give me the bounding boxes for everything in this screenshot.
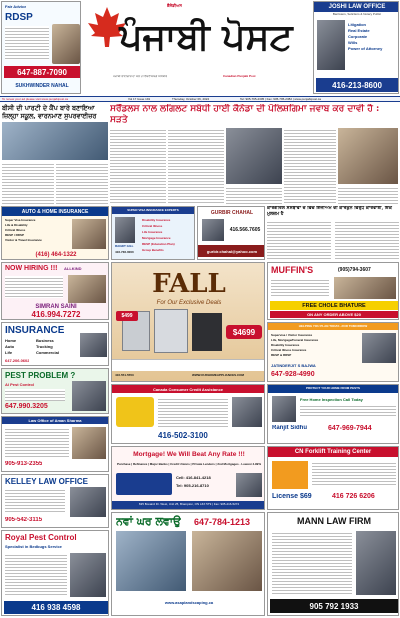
insurance-item: Home xyxy=(5,338,17,343)
contact-line: Tel: 905-795-2305 | Fax: 905-795-2382 | www.punjabipost.ca xyxy=(240,98,321,101)
new-homes-title: ਨਵਾਂ ਘਰ ਲਵਾਉ xyxy=(116,515,181,528)
info-bar xyxy=(0,96,400,102)
insurance-item: Auto xyxy=(5,344,15,349)
rdsp-title: RDSP xyxy=(5,12,33,23)
advisor-photo xyxy=(52,24,80,64)
aman-phone[interactable]: 905-913-2355 xyxy=(5,461,43,467)
insurance-ad[interactable] xyxy=(1,322,109,366)
jatinder-item: Disability Insurance xyxy=(271,343,300,347)
protect-home-ad[interactable] xyxy=(267,384,399,444)
auto-home-title: AUTO & HOME INSURANCE xyxy=(2,207,108,216)
joshi-services xyxy=(348,22,398,52)
royal-pest-ad[interactable] xyxy=(1,530,109,616)
kelley-title: KELLEY LAW OFFICE xyxy=(5,477,88,486)
service-item: Litigation xyxy=(348,22,366,27)
agent-photo xyxy=(72,219,106,249)
simran-name: SIMRAN SAINI xyxy=(35,303,77,310)
auto-item: Life & Disability xyxy=(5,223,28,227)
main-story[interactable] xyxy=(110,104,400,204)
royal-phone[interactable]: 416 938 4598 xyxy=(4,601,108,614)
pm-photo xyxy=(226,128,282,184)
new-homes-url[interactable]: www.asaplandscaping.ca xyxy=(164,599,214,605)
mann-law-ad[interactable] xyxy=(267,512,399,616)
forklift-title: CN Forklift Training Center xyxy=(268,447,398,457)
visa-item: Life Insurance xyxy=(142,230,163,234)
insurance-agent-photo xyxy=(80,333,107,357)
jatinder-item: RESP & RRSP xyxy=(271,353,292,357)
mortgage-address: 635 Bovaird Dr. West, Unit 25, Brampton, ON L6X 5T9 | Fax: 905-216-5272 xyxy=(112,501,265,509)
consumer-details xyxy=(158,397,228,427)
ranjit-photo xyxy=(115,217,135,243)
main-story-col1 xyxy=(110,128,166,204)
jatinder-item: Critical Illness Insurance xyxy=(271,348,307,352)
muffins-offer: FREE CHOLE BHATURE xyxy=(270,301,398,310)
protect-phone[interactable]: 647-969-7944 xyxy=(328,425,372,432)
forklift-image xyxy=(272,461,308,489)
royal-sub: Specialist in Bedbugs Service xyxy=(5,544,62,549)
pest-title: PEST PROBLEM ? xyxy=(5,371,76,380)
masthead-subtitle: ਕੈਨੇਡੀਅਨ xyxy=(167,3,182,8)
main-story-col5 xyxy=(338,186,398,204)
fall-url[interactable]: WWW.OURHOMEAPPLIANCES.COM xyxy=(192,374,244,377)
auto-home-list xyxy=(5,218,67,243)
consumer-title: Canada Consumer Credit Assistance xyxy=(112,385,264,393)
simran-phone[interactable]: 416.994.7272 xyxy=(31,310,81,319)
visa-item: RESP (Education Plan) xyxy=(142,242,175,246)
protect-title: PROTECT YOUR HOME FROM PESTS xyxy=(268,385,398,393)
hiring-title: NOW HIRING !!! xyxy=(5,265,58,272)
consumer-photo xyxy=(232,397,262,427)
fall-phone[interactable]: 416-551-5553 xyxy=(115,374,134,377)
right-story[interactable] xyxy=(267,206,399,260)
mortgage-title: Mortgage! We Will Beat Any Rate !!! xyxy=(133,450,245,458)
muffins-title: MUFFIN'S xyxy=(271,265,314,275)
price-tag-1: $499 xyxy=(116,311,138,321)
muffins-phone[interactable]: (905)794-3607 xyxy=(338,267,371,273)
forklift-details xyxy=(312,461,396,485)
official-photo xyxy=(338,128,398,184)
aman-sharma-ad[interactable] xyxy=(1,416,109,472)
auto-item: Critical Illness xyxy=(5,228,26,232)
royal-photo xyxy=(70,553,106,597)
visa-item: Critical Illness xyxy=(142,224,163,228)
left-headline: ਬੀਸੀ ਦੀ ਪਾਰਟੀ ਦੇ ਕੈਂਪ ਬਾਰੇ ਬਣਾਇਆ ਜ਼ਿਲ੍ਹਾ ਸਕੂਲ, ਵਾਰਨਮਾਣ ਸੁਪਰਵਾਈਜ਼ਰ xyxy=(2,104,97,120)
royal-title: Royal Pest Control xyxy=(5,533,77,542)
jatinder-ad[interactable] xyxy=(267,322,399,382)
price-tag-2: $4699 xyxy=(226,325,262,339)
pest-person-photo xyxy=(72,381,106,411)
renew-ad-link[interactable]: To renew your ad please visit www.punjabipost.ca xyxy=(2,98,69,101)
police-car-photo xyxy=(2,122,108,160)
gurbir-name: GURBIR CHAHAL xyxy=(210,210,254,216)
allkind-brand: ALLKIND xyxy=(64,266,82,271)
visa-item: Group Benefits xyxy=(142,248,164,252)
forklift-phone[interactable]: 416 726 6206 xyxy=(332,493,375,500)
kelley-phone[interactable]: 905-542-3115 xyxy=(5,517,43,523)
credit-logo xyxy=(116,397,154,427)
insurance-list-2 xyxy=(36,338,72,356)
right-story-col1 xyxy=(267,220,331,260)
auto-item: RESP / RRSP xyxy=(5,233,24,237)
insurance-title: INSURANCE xyxy=(5,325,65,336)
aman-title: Law Office of Aman Sharma xyxy=(2,417,108,424)
new-homes-phone[interactable]: 647-784-1213 xyxy=(194,517,251,527)
fall-title: FALL xyxy=(152,269,226,299)
mortgage-services: Purchase | Refinance | Major Banks | Credit Unions | Private Lenders | 2nd Mortgages - Lowest 4.99% xyxy=(116,462,262,467)
jatinder-phone[interactable]: 647-928-4990 xyxy=(271,371,315,378)
joshi-title: JOSHI LAW OFFICE xyxy=(328,4,386,10)
super-visa-ad[interactable] xyxy=(111,206,195,260)
service-item: Wills xyxy=(348,40,358,45)
jatinder-name: JATINDERJIT S BAJWA xyxy=(271,363,316,368)
main-headline: ਸਰੈਂਡਲਸ ਨਾਲ ਲਗਿਲਟ ਸਬੰਧੀ ਹਾਈ ਕੈਨੇਡਾ ਦੀ ਪੋਲਿਸ਼ਗਿਮਾ ਜਵਾਬ ਕਰ ਦਾਵੀ ਹੈ : ਸੜਤੇ xyxy=(110,104,380,125)
service-item: Corporate xyxy=(348,34,368,39)
ranjit-phone[interactable]: 416-736-0000 xyxy=(115,251,134,254)
protect-name: Ranjit Sidhu xyxy=(272,425,307,431)
aman-services xyxy=(5,427,69,457)
rdsp-ad[interactable] xyxy=(1,1,81,94)
rdsp-text-lines xyxy=(5,26,49,60)
new-homes-ad[interactable] xyxy=(111,512,265,616)
fall-subtitle: For Our Exclusive Deals xyxy=(156,300,222,306)
house-photo-1 xyxy=(116,531,186,591)
mortgage-ad[interactable] xyxy=(111,446,265,510)
food-photo xyxy=(334,277,396,299)
left-story[interactable] xyxy=(2,104,108,204)
muffins-ad[interactable] xyxy=(267,262,399,320)
kelley-law-ad[interactable] xyxy=(1,474,109,528)
mortgage-logo xyxy=(116,473,172,495)
advisor-name: SUKHWINDER NAHAL xyxy=(15,83,69,89)
pest-problem-ad[interactable] xyxy=(1,368,109,414)
super-visa-title: SUPER VISA INSURANCE EXPERTS xyxy=(112,207,194,214)
brand-logos-strip xyxy=(112,359,265,371)
pest-sub: Al Pest Control xyxy=(5,382,34,387)
joshi-phone[interactable]: 416-213-8600 xyxy=(316,78,398,92)
fair-advice-brand: Fair Advice xyxy=(5,4,27,9)
hiring-details xyxy=(5,276,63,298)
royal-details xyxy=(5,553,67,597)
protect-details xyxy=(300,404,396,418)
pest-phone[interactable]: 647.990.3205 xyxy=(5,403,48,410)
mann-phone[interactable]: 905 792 1933 xyxy=(270,599,398,613)
issue-date: Thursday, October 06, 2022 xyxy=(172,98,210,101)
right-headline: ਕਾਰਗਰਿਲ ਸੰਸਥਾਵਾਂ ਦੇ ਵਿੱਚ ਇੰਜੀਅਮ ਦੀ ਕਾਰਕੁਨ ਵਿਰੁੱਧ ਕਾਰਵਾਈ, ਇੱਕ ਮੁਲਜ਼ਮ ਹੈ xyxy=(267,206,392,217)
mortgage-photo xyxy=(236,473,262,497)
joshi-law-ad[interactable] xyxy=(313,1,399,94)
muffins-details xyxy=(271,278,329,298)
consumer-phone[interactable]: 416-502-3100 xyxy=(158,431,208,440)
aman-photo xyxy=(72,427,106,459)
mann-photo xyxy=(356,531,396,595)
pest-details xyxy=(5,389,65,401)
super-visa-list xyxy=(142,217,194,253)
gurbir-ad[interactable] xyxy=(197,206,265,260)
fridge-image xyxy=(154,309,188,353)
muffins-offer-sub: ON ANY ORDER ABOVE $20 xyxy=(270,311,398,318)
left-story-col2 xyxy=(56,162,108,204)
auto-home-phone[interactable]: (416) 464-1322 xyxy=(35,251,77,258)
joshi-subtitle: Barristers, Solicitors & Notary Public xyxy=(332,13,382,16)
jatinder-photo xyxy=(362,333,396,363)
kelley-services xyxy=(5,488,65,514)
fall-appliance-ad[interactable] xyxy=(111,262,265,382)
rdsp-phone[interactable]: 647-887-7090 xyxy=(4,66,80,78)
mann-services xyxy=(272,531,352,595)
masthead-tagline-pa: ਪੰਜਾਬੀ ਭਾਈਚਾਰੇ ਦਾ ਸਭ ਤੋਂ ਵਿਸ਼ਵਾਸਯੋਗ ਅਖਬਾਰ xyxy=(113,75,168,78)
jatinder-item: Supervisa / Visitor Insurance xyxy=(271,333,313,337)
insurance-item: Life xyxy=(5,350,13,355)
mortgage-tel[interactable]: Tel: 905-216-8710 xyxy=(176,483,209,488)
right-story-col2 xyxy=(335,220,399,260)
house-photo-2 xyxy=(192,531,262,591)
mortgage-cell[interactable]: Cell: 416-841-4218 xyxy=(176,475,211,480)
canada-consumer-ad[interactable] xyxy=(111,384,265,444)
insurance-item: Business xyxy=(36,338,54,343)
gurbir-phone[interactable]: 416.566.7605 xyxy=(229,227,261,233)
mann-title: MANN LAW FIRM xyxy=(297,516,371,526)
insurance-item: Trucking xyxy=(36,344,53,349)
main-story-col3 xyxy=(226,186,282,204)
auto-home-ad[interactable] xyxy=(1,206,109,260)
visa-item: Mortgage Insurance xyxy=(142,236,171,240)
insurance-list-1 xyxy=(5,338,35,356)
visa-item: Disability Insurance xyxy=(142,218,171,222)
range-image xyxy=(192,313,222,351)
masthead-title: ਪੰਜਾਬੀ ਪੋਸਟ xyxy=(119,15,293,58)
main-story-col4 xyxy=(284,128,336,204)
auto-item: Visitor & Travel Insurance xyxy=(5,238,42,242)
volume-issue: Vol 17 Issue 191 xyxy=(128,98,151,101)
simran-photo xyxy=(68,275,106,303)
service-item: Power of Attorney xyxy=(348,46,383,51)
insurance-item: Commercial xyxy=(36,350,59,355)
jatinder-list xyxy=(271,333,355,358)
gurbir-photo xyxy=(202,219,224,241)
masthead xyxy=(83,1,311,94)
ranjit-name: RANJIT GILL xyxy=(115,245,134,248)
ranjit-sidhu-photo xyxy=(272,396,296,422)
auto-item: Super Visa Insurance xyxy=(5,218,36,222)
service-item: Real Estate xyxy=(348,28,370,33)
kelley-photo xyxy=(70,487,106,517)
masthead-tagline: Canadian Punjabi Post xyxy=(223,75,256,78)
left-story-col1 xyxy=(2,162,54,204)
protect-sub: Free Home Inspection Call Today xyxy=(300,397,363,402)
gurbir-email[interactable]: gurbir.chahal@yahoo.com xyxy=(198,245,265,257)
insurance-phone[interactable]: 647.206.0602 xyxy=(5,358,30,363)
main-story-col2 xyxy=(168,128,224,204)
cn-forklift-ad[interactable] xyxy=(267,446,399,510)
hiring-ad[interactable] xyxy=(1,262,109,320)
jatinder-title: HELPING YOU PLAN TODAY...FOR TOMORROW xyxy=(268,323,398,330)
jatinder-item: Life, Mortgage/Funeral Insurance xyxy=(271,338,319,342)
forklift-license: License $69 xyxy=(272,493,312,500)
lawyer-photo xyxy=(317,20,345,70)
